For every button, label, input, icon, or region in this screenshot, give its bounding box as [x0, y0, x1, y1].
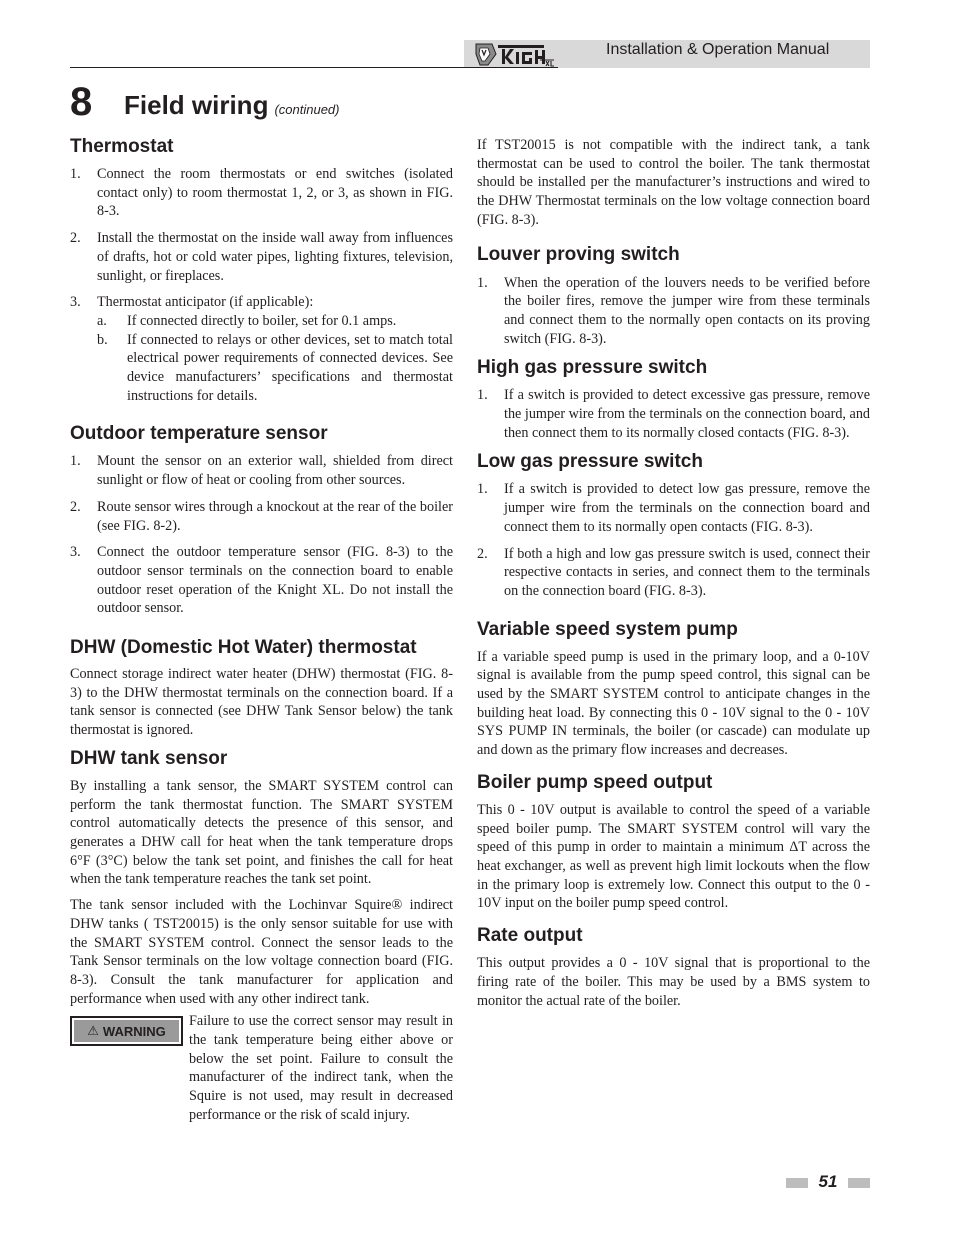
list-item: [70, 229, 453, 285]
item-number: 2.: [70, 230, 81, 247]
high-gas-heading: High gas pressure switch: [477, 357, 708, 379]
dhw-tank-sensor-heading: DHW tank sensor: [70, 747, 228, 769]
high-gas-list: [477, 386, 870, 442]
rate-output-heading: Rate output: [477, 925, 583, 947]
item-number: 1.: [477, 387, 488, 404]
item-text: Install the thermostat on the inside wall away from influences of drafts, hot or cold water pipes, lighting fixtures, television, sunlight, or fireplaces.: [97, 230, 453, 284]
section-continued: (continued): [274, 102, 340, 117]
dhw-tank-sensor-para1: By installing a tank sensor, the SMART SYSTEM control can perform the tank thermostat function. The SMART SYSTEM control automatically detects the presence of this sensor, and generates a DHW call for heat when the tank temperature drops 6°F (3°C) below the tank set point, and finishes the call for heat when the tank temperature reaches the tank set point.: [70, 777, 453, 888]
list-item: [477, 545, 870, 601]
item-number: 1.: [70, 453, 81, 470]
thermostat-sublist: [97, 312, 453, 406]
list-item: [70, 165, 453, 221]
louver-heading: Louver proving switch: [477, 243, 680, 265]
outdoor-sensor-list: [70, 452, 453, 618]
list-item: [70, 452, 453, 489]
list-item: [477, 480, 870, 536]
boiler-pump-heading: Boiler pump speed output: [477, 771, 713, 793]
item-number: 1.: [477, 481, 488, 498]
variable-pump-text: If a variable speed pump is used in the primary loop, and a 0-10V signal is available from the pump speed control, this signal can be used by the SMART SYSTEM control to anticipate changes in the building heat load. By connecting this 0 - 10V signal to the 0 - 10V SYS PUMP IN terminals, the boiler (or cascade) can modulate up and down as the primary flow increases and decreases.: [477, 648, 870, 759]
knight-xl-logo: [474, 41, 556, 67]
sub-item-number: a.: [97, 312, 107, 329]
variable-pump-heading: Variable speed system pump: [477, 618, 738, 640]
item-text: When the operation of the louvers needs to be verified before the boiler fires, remove the jumper wire from these terminals and connect them to the normally open contacts on its proving switch (FIG. 8-3).: [504, 274, 870, 347]
dhw-tank-sensor-para2: The tank sensor included with the Lochinvar Squire® indirect DHW tanks ( TST20015) is the only sensor suitable for use with the SMART SYSTEM control. Connect the sensor leads to the Tank Sensor terminals on the low voltage connection board (FIG. 8-3). Consult the tank manufacturer for application and performance when used with any other indirect tank.: [70, 897, 453, 1007]
sub-item: [97, 312, 453, 331]
page-number-block: [786, 1172, 870, 1196]
item-number: 1.: [70, 166, 81, 182]
item-number: 2.: [477, 545, 488, 562]
section-number: 8: [70, 80, 93, 124]
section-title-text: Field wiring: [124, 90, 269, 120]
page-number: 51: [818, 1172, 838, 1191]
dhw-thermostat-text: Connect storage indirect water heater (DHW) thermostat (FIG. 8-3) to the DHW thermostat terminals on the connection board. If a tank sensor is connected (see DHW Tank Sensor below) the tank thermostat is ignored.: [70, 666, 453, 739]
item-text: If both a high and low gas pressure switch is used, connect their respective contacts in series, and connect them to the terminals on the connection board (FIG. 8-3).: [504, 545, 870, 599]
list-item: [70, 498, 453, 535]
right-column: [477, 136, 870, 1010]
outdoor-sensor-heading: Outdoor temperature sensor: [70, 423, 328, 445]
louver-list: [477, 274, 870, 349]
section-title: [124, 88, 340, 127]
item-text: Mount the sensor on an exterior wall, shielded from direct sunlight or flow of heat or cooling from other sources.: [97, 453, 453, 489]
warning-triangle-icon: ⚠: [87, 1023, 99, 1039]
warning-block: [70, 1012, 453, 1124]
sub-item-number: b.: [97, 331, 108, 348]
warning-text: Failure to use the correct sensor may result in the tank temperature being either above or below the set point. Failure to consult the manufacturer of the indirect tank, when the Squire is not used, may result in decreased performance or the risk of scald injury.: [189, 1013, 453, 1123]
item-number: 2.: [70, 498, 81, 515]
list-item: [70, 543, 453, 618]
header-rule: [70, 67, 558, 68]
warning-label: WARNING: [102, 1023, 166, 1039]
item-number: 3.: [70, 544, 81, 561]
item-text: If a switch is provided to detect excessive gas pressure, remove the jumper wire from the terminals on the connection board, and then connect them to its normally closed contacts (FIG. 8-3).: [504, 387, 871, 441]
warning-badge: [70, 1016, 183, 1046]
page-number-bar-left: [786, 1178, 808, 1188]
boiler-pump-text: This 0 - 10V output is available to control the speed of a variable speed boiler pump. The SMART SYSTEM control will vary the speed of this pump in order to maintain a minimum ΔT across the heat exchanger, as well as prevent high limit lockouts when the flow in the primary loop is extremely low. Connect this output to the 0 - 10V input on the boiler pump speed control.: [477, 801, 870, 912]
item-text: Connect the outdoor temperature sensor (FIG. 8-3) to the outdoor sensor terminals on the connection board to enable outdoor reset operation of the Knight XL. Do not install the outdoor sensor.: [97, 544, 453, 617]
item-number: 3.: [70, 294, 81, 311]
warning-badge-inner: [74, 1020, 179, 1042]
list-item: [477, 274, 870, 349]
sub-item-text: If connected to relays or other devices, set to match total electrical power requirements of connected devices. See device manufacturers’ specifications and thermostat instructions for details.: [127, 331, 453, 404]
rate-output-text: This output provides a 0 - 10V signal that is proportional to the firing rate of the boiler. This may be used by a BMS system to monitor the actual rate of the boiler.: [477, 955, 870, 1009]
tank-thermostat-note: If TST20015 is not compatible with the indirect tank, a tank thermostat can be used to control the boiler. The tank thermostat should be installed per the manufacturer’s instructions and wired to the DHW Thermostat terminals on the low voltage connection board (FIG. 8-3).: [477, 137, 870, 228]
thermostat-heading: Thermostat: [70, 136, 174, 157]
sub-item: [97, 331, 453, 406]
low-gas-list: [477, 480, 870, 600]
manual-title: Installation & Operation Manual: [606, 41, 830, 58]
list-item: [477, 386, 870, 442]
thermostat-list: [70, 165, 453, 405]
page-number-bar-right: [848, 1178, 870, 1188]
left-column: [70, 136, 453, 1125]
item-number: 1.: [477, 274, 488, 291]
knight-logo-icon: [474, 41, 556, 67]
dhw-thermostat-heading: DHW (Domestic Hot Water) thermostat: [70, 637, 417, 659]
sub-item-text: If connected directly to boiler, set for 0.1 amps.: [127, 312, 397, 329]
low-gas-heading: Low gas pressure switch: [477, 451, 703, 473]
list-item: [70, 293, 453, 405]
item-text: If a switch is provided to detect low gas pressure, remove the jumper wire from the terminals on the connection board and connect them to its normally open contacts (FIG. 8-3).: [504, 481, 870, 535]
item-text: Route sensor wires through a knockout at the rear of the boiler (see FIG. 8-2).: [97, 498, 453, 534]
item-text: Thermostat anticipator (if applicable):: [97, 294, 314, 311]
item-text: Connect the room thermostats or end switches (isolated contact only) to room thermostat 1, 2, or 3, as shown in FIG. 8-3.: [97, 166, 453, 220]
